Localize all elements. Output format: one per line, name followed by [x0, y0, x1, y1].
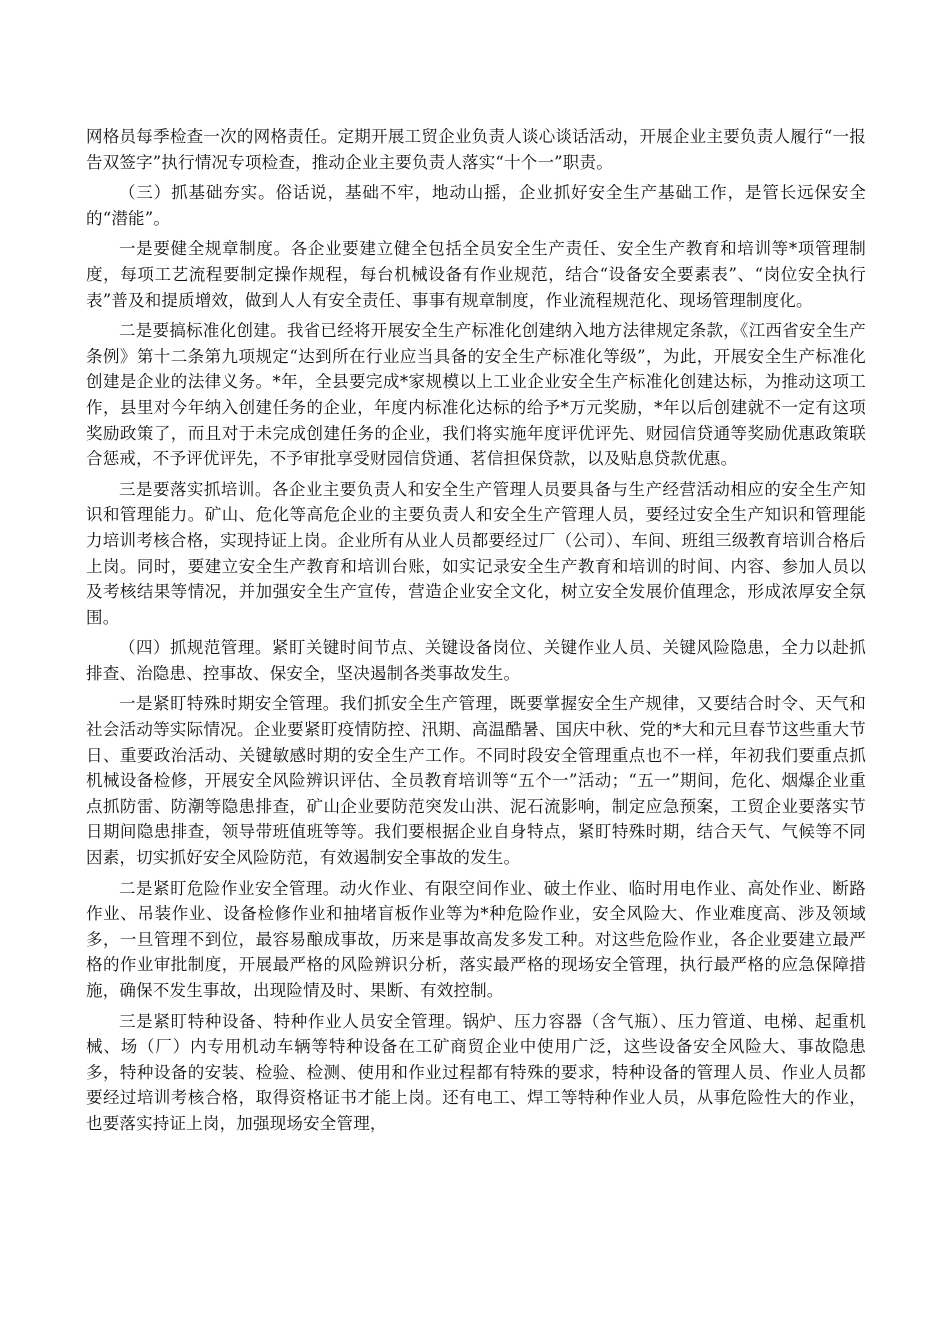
- paragraph: （四）抓规范管理。紧盯关键时间节点、关键设备岗位、关键作业人员、关键风险隐患，全力以赴抓排查、治隐患、控事故、保安全，坚决遏制各类事故发生。: [86, 638, 866, 683]
- paragraph: （三）抓基础夯实。俗话说，基础不牢，地动山摇，企业抓好安全生产基础工作，是管长远保安全的“潜能”。: [86, 183, 866, 228]
- paragraph: 三是要落实抓培训。各企业主要负责人和安全生产管理人员要具备与生产经营活动相应的安全生产知识和管理能力。矿山、危化等高危企业的主要负责人和安全生产管理人员，要经过安全生产知识和管理能力培训考核合格，实现持证上岗。企业所有从业人员都要经过厂（公司）、车间、班组三级教育培训合格后上岗。同时，要建立安全生产教育和培训台账，如实记录安全生产教育和培训的时间、内容、参加人员以及考核结果等情况，并加强安全生产宣传，营造企业安全文化，树立安全发展价值理念，形成浓厚安全氛围。: [86, 479, 866, 627]
- document-body: [86, 124, 866, 1142]
- paragraph: 一是要健全规章制度。各企业要建立健全包括全员安全生产责任、安全生产教育和培训等*项管理制度，每项工艺流程要制定操作规程，每台机械设备有作业规范，结合“设备安全要素表”、“岗位安全执行表”普及和提质增效，做到人人有安全责任、事事有规章制度，作业流程规范化、现场管理制度化。: [86, 239, 866, 310]
- paragraph: 二是要搞标准化创建。我省已经将开展安全生产标准化创建纳入地方法律规定条款，《江西省安全生产条例》第十二条第九项规定“达到所在行业应当具备的安全生产标准化等级”，为此，开展安全生产标准化创建是企业的法律义务。*年，全县要完成*家规模以上工业企业安全生产标准化创建达标，为推动这项工作，县里对今年纳入创建任务的企业，年度内标准化达标的给予*万元奖励，*年以后创建就不一定有这项奖励政策了，而且对于未完成创建任务的企业，我们将实施年度评优评先、财园信贷通等奖励优惠政策联合惩戒，不予评优评先，不予审批享受财园信贷通、茗信担保贷款，以及贴息贷款优惠。: [86, 321, 866, 469]
- paragraph: 一是紧盯特殊时期安全管理。我们抓安全生产管理，既要掌握安全生产规律，又要结合时令、天气和社会活动等实际情况。企业要紧盯疫情防控、汛期、高温酷暑、国庆中秋、党的*大和元旦春节这些重大节日、重要政治活动、关键敏感时期的安全生产工作。不同时段安全管理重点也不一样，年初我们要重点抓机械设备检修，开展安全风险辨识评估、全员教育培训等“五个一”活动；“五一”期间，危化、烟爆企业重点抓防雷、防潮等隐患排查，矿山企业要防范突发山洪、泥石流影响，制定应急预案，工贸企业要落实节日期间隐患排查，领导带班值班等等。我们要根据企业自身特点，紧盯特殊时期，结合天气、气候等不同因素，切实抓好安全风险防范，有效遏制安全事故的发生。: [86, 694, 866, 868]
- paragraph: 网格员每季检查一次的网格责任。定期开展工贸企业负责人谈心谈话活动，开展企业主要负责人履行“一报告双签字”执行情况专项检查，推动企业主要负责人落实“十个一”职责。: [86, 127, 866, 172]
- paragraph: 二是紧盯危险作业安全管理。动火作业、有限空间作业、破土作业、临时用电作业、高处作业、断路作业、吊装作业、设备检修作业和抽堵盲板作业等为*种危险作业，安全风险大、作业难度高、涉及领域多，一旦管理不到位，最容易酿成事故，历来是事故高发多发工种。对这些危险作业，各企业要建立最严格的作业审批制度，开展最严格的风险辨识分析，落实最严格的现场安全管理，执行最严格的应急保障措施，确保不发生事故，出现险情及时、果断、有效控制。: [86, 878, 866, 1000]
- paragraph: 三是紧盯特种设备、特种作业人员安全管理。锅炉、压力容器（含气瓶）、压力管道、电梯、起重机械、场（厂）内专用机动车辆等特种设备在工矿商贸企业中使用广泛，这些设备安全风险大、事故隐患多，特种设备的安装、检验、检测、使用和作业过程都有特殊的要求，特种设备的管理人员、作业人员都要经过培训考核合格，取得资格证书才能上岗。还有电工、焊工等特种作业人员，从事危险性大的作业，也要落实持证上岗，加强现场安全管理，: [86, 1011, 866, 1133]
